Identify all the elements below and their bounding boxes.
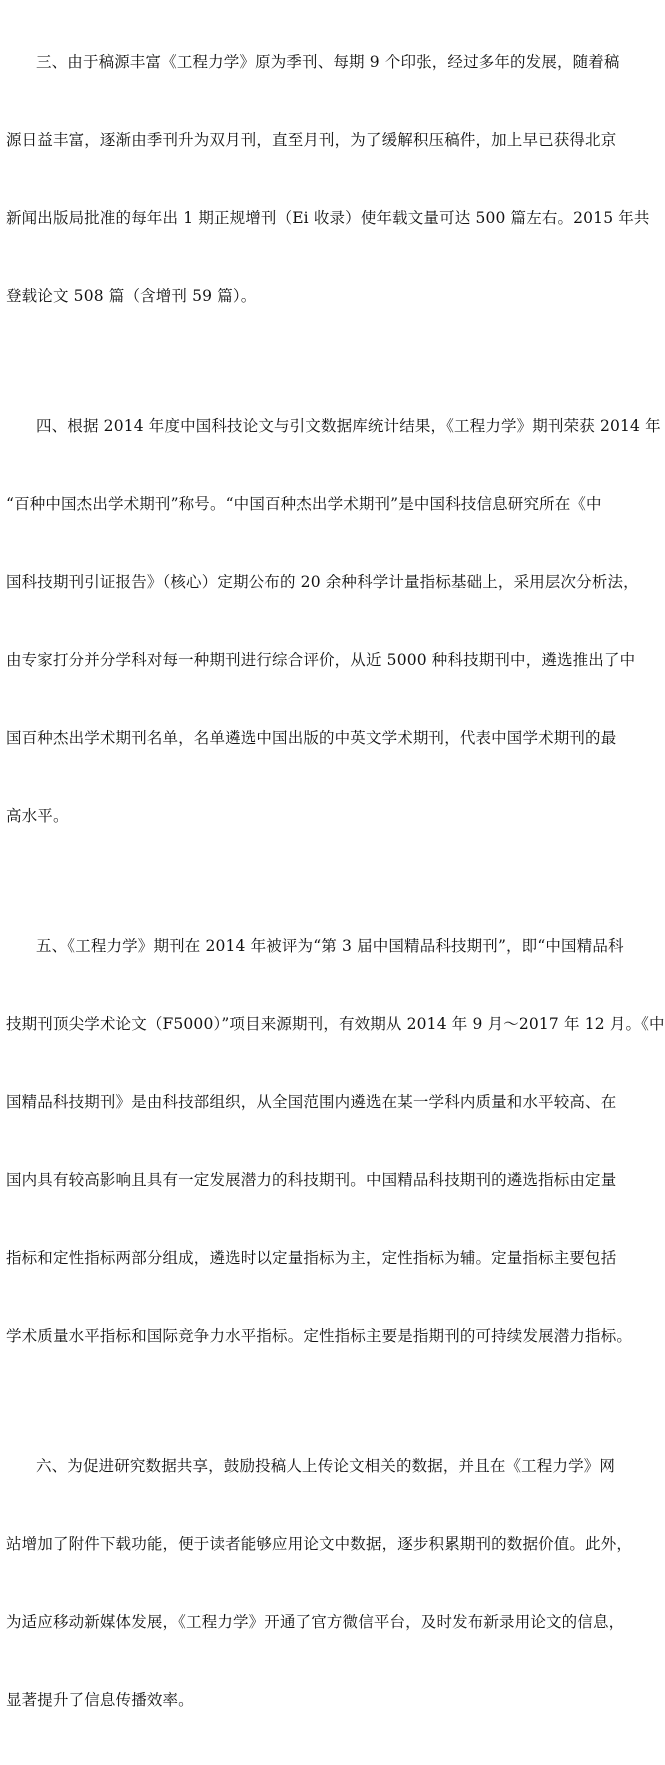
paragraph-line: 登载论文 508 篇（含增刊 59 篇）。 bbox=[6, 287, 257, 305]
paragraph-line: 站增加了附件下载功能，便于读者能够应用论文中数据，逐步积累期刊的数据价值。此外， bbox=[6, 1535, 633, 1553]
paragraph-line: 国精品科技期刊》是由科技部组织，从全国范围内遴选在某一学科内质量和水平较高、在 bbox=[6, 1093, 617, 1111]
paragraph-five bbox=[6, 881, 665, 1401]
paragraph-line: 源日益丰富，逐渐由季刊升为双月刊，直至月刊，为了缓解积压稿件，加上早已获得北京 bbox=[6, 131, 617, 149]
paragraph-line: 显著提升了信息传播效率。 bbox=[6, 1691, 194, 1709]
paragraph-line: 国科技期刊引证报告》（核心）定期公布的 20 余种科学计量指标基础上，采用层次分析法， bbox=[6, 573, 639, 591]
paragraph-line: 高水平。 bbox=[6, 807, 69, 825]
paragraph-line: 指标和定性指标两部分组成，遴选时以定量指标为主，定性指标为辅。定量指标主要包括 bbox=[6, 1249, 617, 1267]
paragraph-line: 技期刊顶尖学术论文（F5000）”项目来源期刊，有效期从 2014 年 9 月～2017 年 12 月。《中 bbox=[6, 1015, 665, 1033]
paragraph-line: “百种中国杰出学术期刊”称号。“中国百种杰出学术期刊”是中国科技信息研究所在《中 bbox=[6, 495, 602, 513]
paragraph-line: 六、为促进研究数据共享，鼓励投稿人上传论文相关的数据，并且在《工程力学》网 bbox=[36, 1457, 616, 1475]
paragraph-line: 国百种杰出学术期刊名单，名单遴选中国出版的中英文学术期刊，代表中国学术期刊的最 bbox=[6, 729, 617, 747]
paragraph-line: 国内具有较高影响且具有一定发展潜力的科技期刊。中国精品科技期刊的遴选指标由定量 bbox=[6, 1171, 617, 1189]
paragraph-line: 新闻出版局批准的每年出 1 期正规增刊（Ei 收录）使年载文量可达 500 篇左右。2015 年共 bbox=[6, 209, 650, 227]
paragraph-line: 学术质量水平指标和国际竞争力水平指标。定性指标主要是指期刊的可持续发展潜力指标。 bbox=[6, 1327, 633, 1345]
paragraph-six bbox=[6, 1401, 634, 1765]
paragraph-three bbox=[6, 0, 650, 361]
paragraph-line: 由专家打分并分学科对每一种期刊进行综合评价，从近 5000 种科技期刊中，遴选推出了中 bbox=[6, 651, 636, 669]
paragraph-line: 四、根据 2014 年度中国科技论文与引文数据库统计结果，《工程力学》期刊荣获 2014 年 bbox=[36, 417, 661, 435]
paragraph-four bbox=[6, 361, 661, 881]
paragraph-line: 五、《工程力学》期刊在 2014 年被评为“第 3 届中国精品科技期刊”，即“中国精品科 bbox=[36, 937, 624, 955]
paragraph-line: 为适应移动新媒体发展，《工程力学》开通了官方微信平台，及时发布新录用论文的信息， bbox=[6, 1613, 625, 1631]
paragraph-line: 三、由于稿源丰富《工程力学》原为季刊、每期 9 个印张，经过多年的发展，随着稿 bbox=[36, 53, 620, 71]
